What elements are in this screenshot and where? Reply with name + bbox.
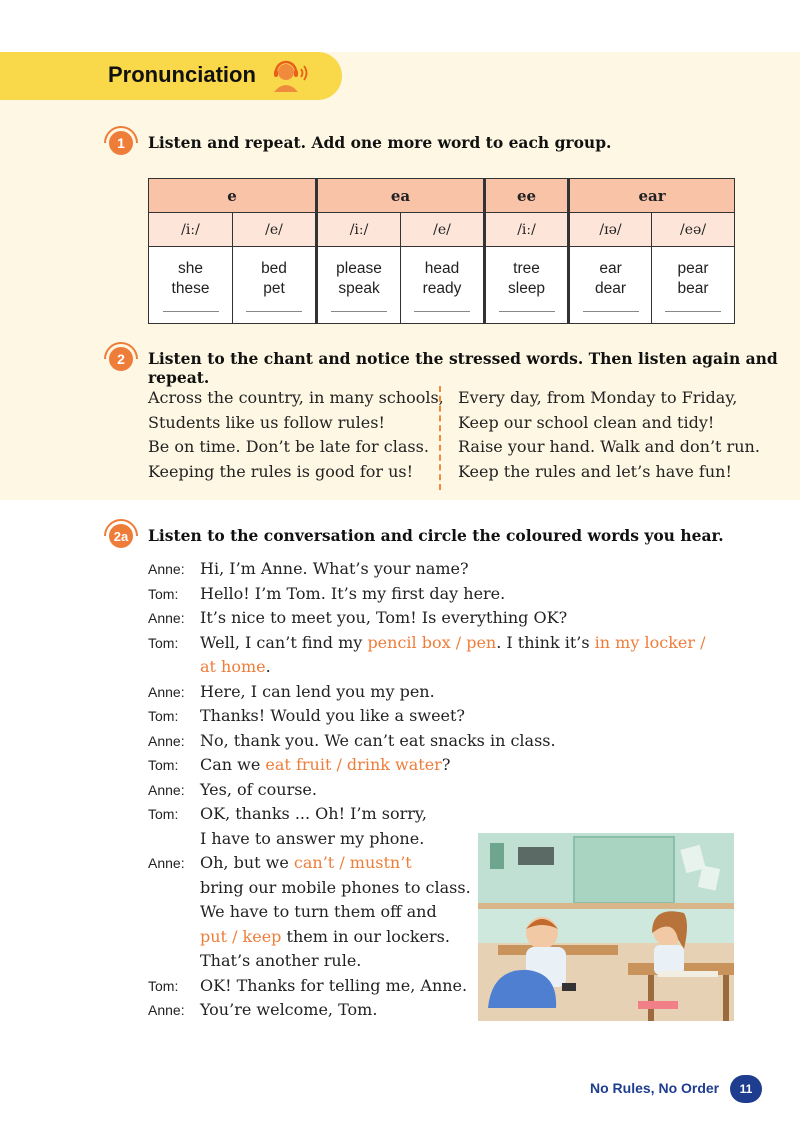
dialogue-text: . bbox=[265, 657, 271, 676]
speaker-label: Tom: bbox=[148, 977, 179, 994]
answer-blank[interactable] bbox=[246, 311, 302, 312]
choice-words[interactable]: pencil box / pen bbox=[367, 632, 497, 652]
choice-words[interactable]: can’t / mustn’t bbox=[293, 853, 412, 872]
chant-line: Keep our school clean and tidy! bbox=[458, 412, 715, 432]
word: she bbox=[178, 259, 203, 277]
dialogue-text: ? bbox=[441, 755, 451, 774]
conversation-line bbox=[148, 582, 748, 607]
word: ear bbox=[599, 259, 622, 277]
exercise-2-number: 2 bbox=[117, 351, 125, 367]
choice-words[interactable]: put / keep bbox=[200, 926, 282, 946]
word: tree bbox=[513, 259, 540, 277]
dialogue-text: Hello! I’m Tom. It’s my first day here. bbox=[200, 583, 506, 603]
speaker-label: Anne: bbox=[148, 732, 185, 749]
dialogue-text: bring our mobile phones to class. bbox=[200, 877, 471, 897]
chant-line: Keeping the rules is good for us! bbox=[148, 461, 414, 481]
speaker-label: Anne: bbox=[148, 855, 185, 871]
word: head bbox=[424, 259, 460, 277]
ipa-cell: /iː/ bbox=[149, 213, 233, 247]
conversation-line bbox=[148, 778, 748, 803]
answer-blank[interactable] bbox=[583, 311, 639, 312]
chant-right-verse bbox=[458, 386, 760, 484]
chant-line: Every day, from Monday to Friday, bbox=[458, 388, 738, 407]
spelling-header-ee: ee bbox=[485, 179, 569, 213]
exercise-1-number: 1 bbox=[117, 135, 125, 151]
line-text bbox=[200, 925, 450, 950]
word: dear bbox=[595, 279, 627, 297]
line-text bbox=[200, 974, 467, 999]
line-text bbox=[200, 802, 427, 827]
line-text bbox=[200, 778, 317, 803]
line-text bbox=[200, 704, 465, 729]
conversation-line bbox=[148, 631, 748, 656]
line-text bbox=[200, 631, 705, 656]
ipa-cell: /eə/ bbox=[652, 213, 735, 247]
choice-words[interactable]: eat fruit / drink water bbox=[265, 755, 442, 774]
speaker-label: Tom: bbox=[148, 708, 179, 724]
speaker-label: Anne: bbox=[148, 781, 185, 798]
line-text bbox=[200, 557, 469, 582]
answer-blank[interactable] bbox=[331, 311, 387, 312]
dialogue-text: That’s another rule. bbox=[200, 951, 362, 970]
conversation-line bbox=[148, 802, 748, 827]
dialogue-text: Hi, I’m Anne. What’s your name? bbox=[200, 559, 469, 578]
dialogue-text: It’s nice to meet you, Tom! Is everything OK? bbox=[200, 608, 568, 627]
word-cell bbox=[569, 247, 652, 324]
word: speak bbox=[338, 279, 380, 297]
speaker-label: Tom: bbox=[148, 757, 179, 773]
exercise-2a-instruction: Listen to the conversation and circle the coloured words you hear. bbox=[148, 526, 724, 545]
line-text bbox=[200, 876, 471, 901]
chant-line: Students like us follow rules! bbox=[148, 412, 385, 432]
dialogue-text: You’re welcome, Tom. bbox=[200, 1000, 378, 1019]
unit-title: No Rules, No Order bbox=[590, 1080, 720, 1096]
word-cell bbox=[149, 247, 233, 324]
spelling-header-ear: ear bbox=[569, 179, 735, 213]
word: bed bbox=[261, 259, 287, 277]
exercise-1-instruction: Listen and repeat. Add one more word to each group. bbox=[148, 133, 612, 152]
dialogue-text: I have to answer my phone. bbox=[200, 828, 425, 848]
word: bear bbox=[677, 279, 709, 297]
word: sleep bbox=[508, 279, 546, 297]
answer-blank[interactable] bbox=[414, 311, 470, 312]
conversation-line bbox=[148, 729, 748, 754]
dialogue-text: . I think it’s bbox=[496, 632, 595, 652]
speaker-label: Anne: bbox=[148, 561, 185, 577]
dialogue-text: Here, I can lend you my pen. bbox=[200, 681, 435, 701]
chant-divider bbox=[439, 386, 441, 490]
speaker-label: Tom: bbox=[148, 634, 179, 651]
chant-line: Raise your hand. Walk and don’t run. bbox=[458, 437, 760, 457]
dialogue-text: OK, thanks ... Oh! I’m sorry, bbox=[200, 804, 427, 823]
line-text bbox=[200, 606, 567, 631]
line-text bbox=[200, 949, 361, 974]
choice-words[interactable]: in my locker / bbox=[594, 632, 706, 652]
exercise-2a-number: 2a bbox=[113, 529, 129, 544]
dialogue-text: No, thank you. We can’t eat snacks in class. bbox=[200, 730, 556, 750]
ipa-cell: /e/ bbox=[233, 213, 317, 247]
page-number: 11 bbox=[730, 1075, 762, 1103]
speaker-label: Tom: bbox=[148, 585, 179, 602]
chant-left-verse bbox=[148, 386, 444, 484]
dialogue-text: Can we bbox=[200, 755, 266, 774]
exercise-2-badge bbox=[102, 339, 140, 373]
line-text bbox=[200, 827, 424, 852]
line-text bbox=[200, 655, 271, 680]
dialogue-text: We have to turn them off and bbox=[200, 902, 437, 921]
conversation-line bbox=[148, 704, 748, 729]
ipa-cell: /iː/ bbox=[485, 213, 569, 247]
answer-blank[interactable] bbox=[163, 311, 219, 312]
chant-line: Across the country, in many schools, bbox=[148, 388, 444, 407]
pronunciation-table bbox=[148, 178, 735, 324]
answer-blank[interactable] bbox=[499, 311, 555, 312]
word-cell bbox=[317, 247, 401, 324]
exercise-2-instruction: Listen to the chant and notice the stressed words. Then listen again and repeat. bbox=[148, 349, 778, 387]
conversation-line bbox=[148, 680, 748, 705]
ipa-cell: /iː/ bbox=[317, 213, 401, 247]
speaker-label: Tom: bbox=[148, 806, 179, 822]
exercise-1-badge bbox=[102, 123, 140, 157]
choice-words[interactable]: at home bbox=[200, 657, 266, 676]
line-text bbox=[200, 851, 412, 876]
conversation-line bbox=[148, 753, 748, 778]
ipa-cell: /ɪə/ bbox=[569, 213, 652, 247]
word: these bbox=[171, 279, 210, 297]
line-text bbox=[200, 900, 437, 925]
word: please bbox=[336, 259, 382, 277]
conversation-line bbox=[148, 606, 748, 631]
word-cell bbox=[485, 247, 569, 324]
classroom-illustration bbox=[478, 833, 734, 1021]
word-cell bbox=[233, 247, 317, 324]
section-title: Pronunciation bbox=[108, 62, 256, 87]
speaker-label: Anne: bbox=[148, 683, 185, 700]
spelling-header-ea: ea bbox=[317, 179, 485, 213]
dialogue-text: Well, I can’t find my bbox=[200, 632, 368, 652]
word-cell bbox=[652, 247, 735, 324]
answer-blank[interactable] bbox=[665, 311, 721, 312]
word: ready bbox=[422, 279, 462, 297]
exercise-2a-badge bbox=[102, 516, 140, 550]
conversation-line bbox=[148, 655, 748, 680]
speaker-label: Anne: bbox=[148, 610, 185, 626]
line-text bbox=[200, 680, 435, 705]
word: pet bbox=[263, 279, 285, 297]
dialogue-text: OK! Thanks for telling me, Anne. bbox=[200, 975, 468, 995]
chant-line: Keep the rules and let’s have fun! bbox=[458, 461, 732, 481]
line-text bbox=[200, 729, 556, 754]
line-text bbox=[200, 582, 505, 607]
dialogue-text: Thanks! Would you like a sweet? bbox=[200, 706, 466, 725]
headset-audio-icon[interactable] bbox=[270, 58, 310, 94]
speaker-label: Anne: bbox=[148, 1002, 185, 1018]
dialogue-text: Oh, but we bbox=[200, 853, 294, 872]
dialogue-text: them in our lockers. bbox=[281, 926, 450, 946]
spelling-header-e: e bbox=[149, 179, 317, 213]
line-text bbox=[200, 753, 450, 778]
word-cell bbox=[401, 247, 485, 324]
chant-line: Be on time. Don’t be late for class. bbox=[148, 437, 429, 457]
ipa-cell: /e/ bbox=[401, 213, 485, 247]
line-text bbox=[200, 998, 377, 1023]
word: pear bbox=[677, 259, 709, 277]
conversation-line bbox=[148, 557, 748, 582]
top-margin bbox=[0, 0, 800, 52]
dialogue-text: Yes, of course. bbox=[200, 779, 317, 799]
